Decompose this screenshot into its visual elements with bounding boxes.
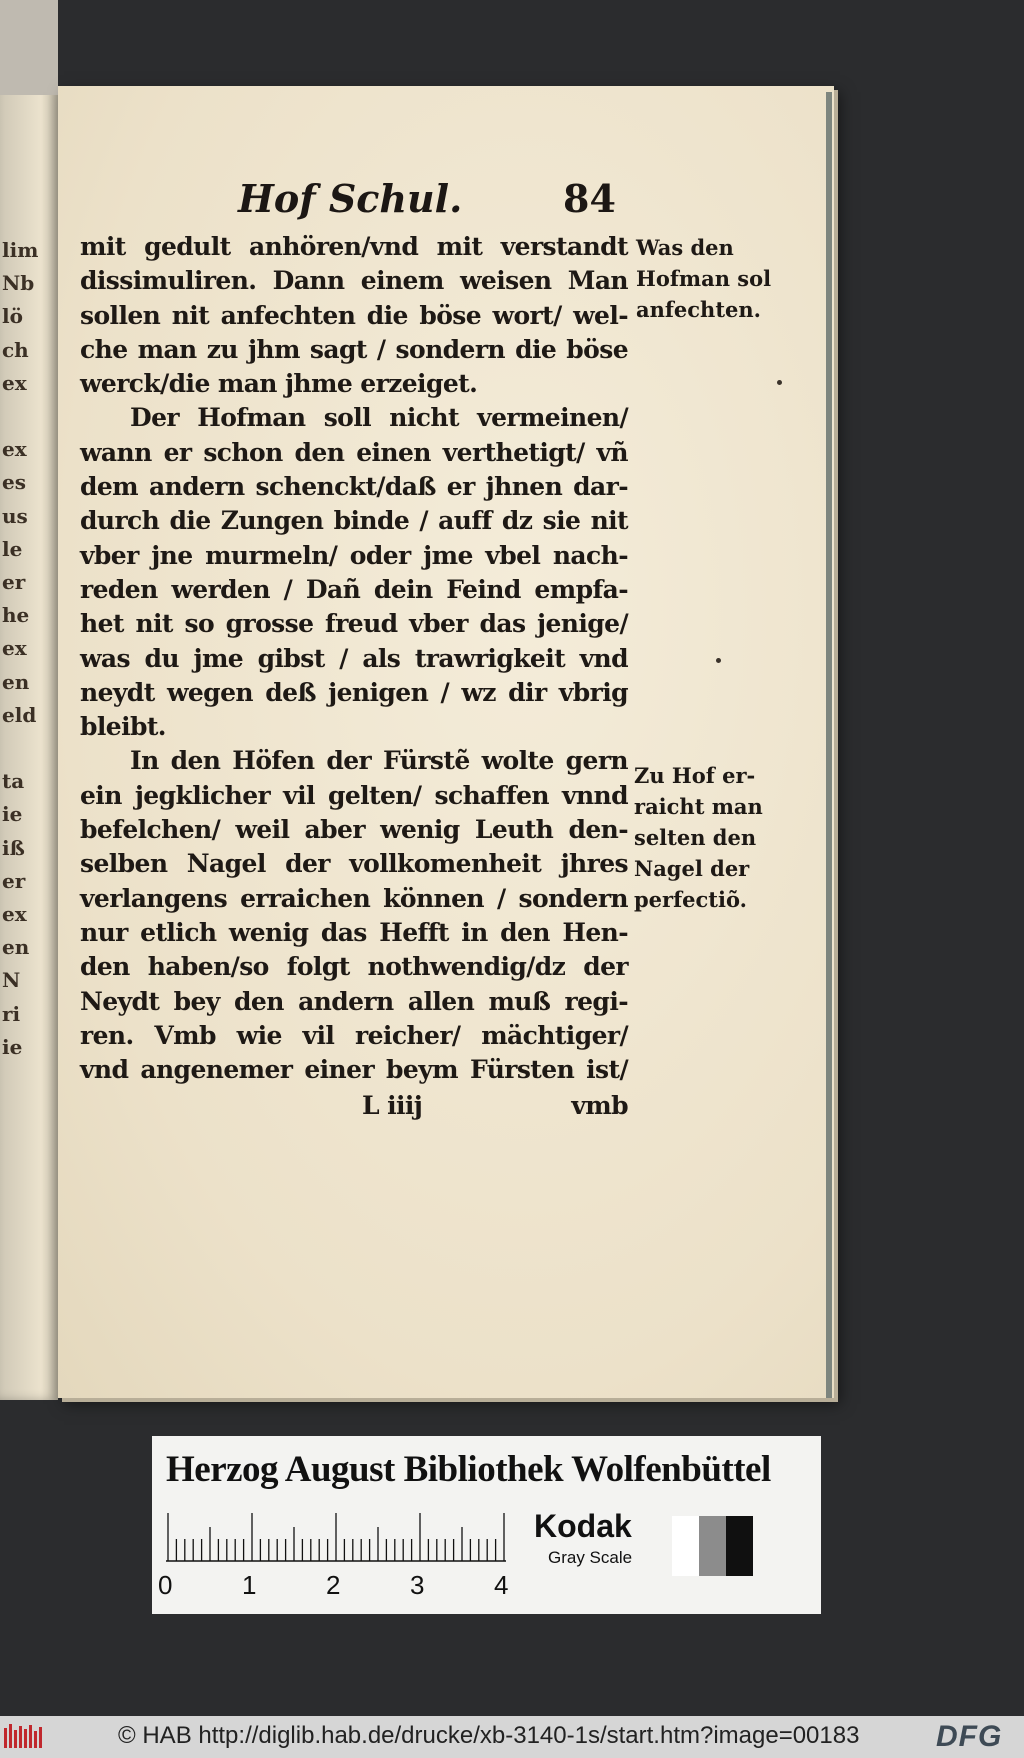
text-line: dissimuliren. Dann einem weisen Man [80,266,628,296]
text-line: ren. Vmb wie vil reicher/ mächtiger/ [80,1020,628,1050]
text-line: durch die Zungen binde / auff dz sie nit [80,506,628,536]
adjacent-text-fragment: ex [2,370,27,395]
text-line: befelchen/ weil aber wenig Leuth den- [80,815,628,845]
adjacent-text-fragment: ex [2,902,27,926]
text-line: verlangens erraichen können / sondern [80,883,628,913]
main-text-block [80,230,628,1124]
text-line: che man zu jhm sagt / sondern die böse [80,334,628,364]
swatch-black [726,1516,753,1576]
gloss-line: perfectiõ. [634,887,747,912]
text-line: reden werden / Dañ dein Feind empfa- [80,574,628,604]
adjacent-text-fragment: lö [2,304,23,329]
adjacent-text-fragment: er [2,570,26,594]
text-line: wann er schon den einen verthetigt/ vñ [80,437,628,467]
gloss-line: Hofman sol [636,266,772,291]
gloss-line: Nagel der [634,856,750,881]
swatch-gray [699,1516,726,1576]
text-line: bleibt. [80,712,166,742]
adjacent-text-fragment: lim [2,238,39,262]
kodak-logo: Kodak [534,1508,632,1544]
text-line: het nit so grosse freud vber das jenige/ [80,609,628,639]
adjacent-text-fragment: ex [2,636,27,661]
gloss-line: selten den [634,825,757,850]
adjacent-text-fragment: N [2,968,21,993]
running-title: Hof Schul. [238,176,463,221]
page-edge [826,92,832,1398]
ruler-number: 2 [326,1570,341,1600]
text-line: In den Höfen der Fürstẽ wolte gern [130,746,628,776]
adjacent-page-top [0,0,58,95]
ruler-number: 1 [242,1570,257,1600]
adjacent-text-fragment: Nb [2,271,35,296]
adjacent-text-fragment: ch [2,337,29,362]
adjacent-text-fragment: es [2,470,26,495]
text-line: werck/die man jhme erzeiget. [80,369,478,399]
color-target-card [152,1436,821,1614]
adjacent-text-fragment: ex [2,437,27,462]
adjacent-text-fragment: ri [2,1001,21,1026]
text-line: ein jegklicher vil gelten/ schaffen vnnd [80,780,628,810]
text-line: was du jme gibst / als trawrigkeit vnd [80,643,628,673]
ruler-number: 4 [494,1570,509,1600]
text-line: vber jne murmeln/ oder jme vbel nach- [80,540,628,570]
text-line: neydt wegen deß jenigen / wz dir vbrig [80,677,628,707]
gloss-line: raicht man [634,794,763,819]
ruler-number: 0 [158,1570,173,1600]
text-line: sollen nit anfechten die böse wort/ wel- [80,300,628,330]
text-line: nur etlich wenig das Hefft in den Hen- [80,917,628,947]
signature-line [80,1089,628,1123]
adjacent-text-fragment: en [2,669,30,694]
hab-barcode-icon [4,1724,46,1750]
adjacent-text-fragment: eld [2,702,37,727]
gloss-line: anfechten. [636,297,761,322]
adjacent-text-fragment: er [2,868,26,893]
swatch-white [672,1516,699,1576]
folio-number: 84 [563,176,616,221]
adjacent-text-fragment: ta [2,769,25,794]
ink-speck [777,380,782,385]
ruler-number: 3 [410,1570,425,1600]
adjacent-text-fragment: ie [2,802,23,827]
text-line: den haben/so folgt nothwendig/dz der [80,952,628,982]
adjacent-text-fragment: he [2,603,30,628]
adjacent-text-fragment: iß [2,835,25,860]
ink-speck [716,658,721,663]
gloss-line: Was den [636,235,734,260]
library-name: Herzog August Bibliothek Wolfenbüttel [166,1449,771,1490]
gloss-line: Zu Hof er- [634,763,756,788]
text-line: Der Hofman soll nicht vermeinen/ [130,403,628,433]
adjacent-text-fragment: en [2,935,30,960]
text-line: vnd angenemer einer beym Fürsten ist/ [80,1055,628,1085]
footer-bar [0,1716,1024,1758]
running-head [238,176,618,226]
marginal-gloss-2 [634,760,763,915]
catchword: vmb [571,1091,628,1121]
copyright-url: © HAB http://diglib.hab.de/drucke/xb-3140-1s/start.htm?image=00183 [118,1722,860,1749]
dfg-logo: DFG [936,1720,1003,1753]
text-line: mit gedult anhören/vnd mit verstandt [80,232,628,261]
adjacent-text-fragment: le [2,536,23,561]
adjacent-text-fragment: ie [2,1034,23,1059]
text-line: Neydt bey den andern allen muß regi- [80,986,628,1016]
text-line: dem andern schenckt/daß er jhnen dar- [80,472,628,502]
marginal-gloss-1 [636,232,771,325]
signature-mark: L iiij [362,1091,423,1121]
text-line: selben Nagel der vollkomenheit jhres [80,849,628,879]
adjacent-text-fragment: us [2,503,28,528]
gray-scale-label: Gray Scale [548,1548,633,1567]
